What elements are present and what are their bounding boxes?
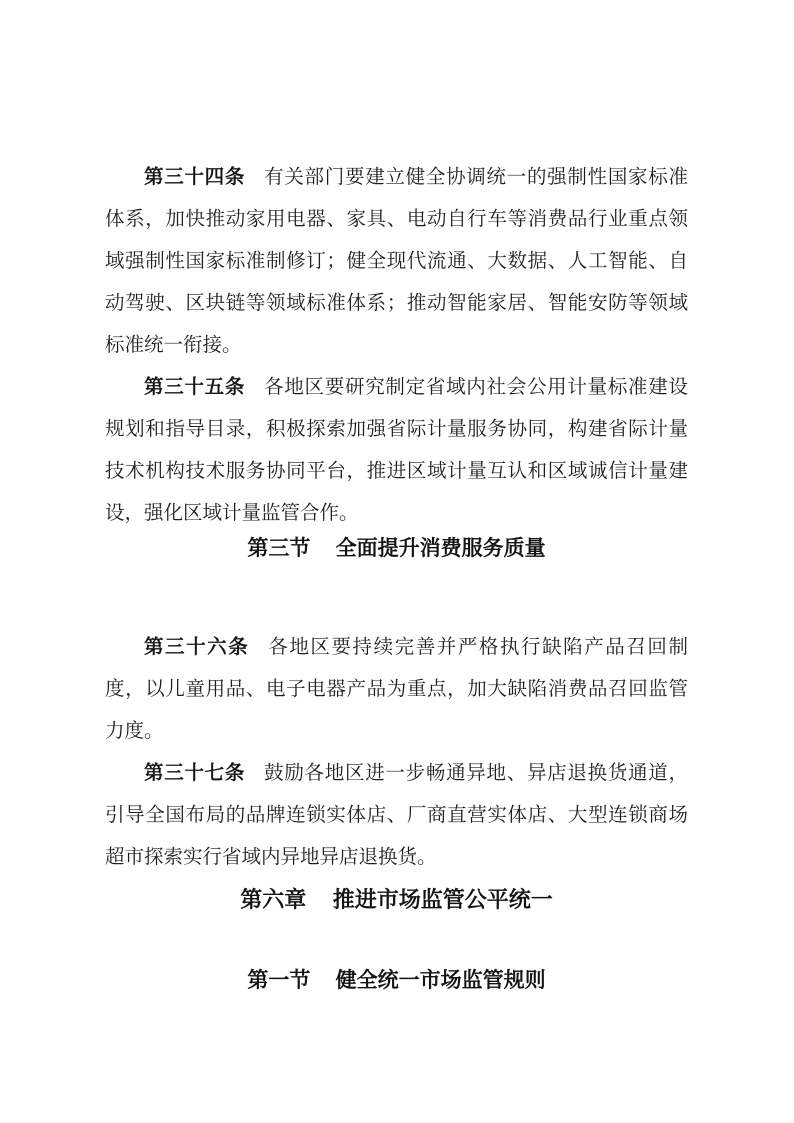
article-number: 第三十六条 (144, 636, 250, 658)
chapter-title: 推进市场监管公平统一 (332, 887, 553, 912)
section-title: 全面提升消费服务质量 (335, 537, 546, 560)
article-paragraph-35 (105, 367, 688, 535)
article-text: 各地区要持续完善并严格执行缺陷产品召回制度，以儿童用品、电子电器产品为重点，加大缺陷消费品召回监管力度。 (105, 636, 688, 742)
section-label: 第一节 (247, 969, 311, 992)
article-text: 有关部门要建立健全协调统一的强制性国家标准体系，加快推动家用电器、家具、电动自行车等消费品行业重点领域强制性国家标准制修订；健全现代流通、大数据、人工智能、自动驾驶、区块链等领域标准体系；推动智能家居、智能安防等领域标准统一衔接。 (105, 166, 688, 356)
article-number: 第三十四条 (144, 166, 246, 188)
article-number: 第三十五条 (144, 376, 246, 398)
article-paragraph-37 (105, 753, 688, 879)
article-text: 各地区要研究制定省域内社会公用计量标准建设规划和指导目录，积极探索加强省际计量服务协同，构建省际计量技术机构技术服务协同平台，推进区域计量互认和区域诚信计量建设，强化区域计量监管合作。 (105, 376, 688, 524)
section-heading-3 (105, 528, 688, 570)
article-text: 鼓励各地区进一步畅通异地、异店退换货通道，引导全国布局的品牌连锁实体店、厂商直营实体店、大型连锁商场超市探索实行省域内异地异店退换货。 (105, 762, 688, 868)
section-label: 第三节 (247, 537, 311, 560)
chapter-label: 第六章 (240, 887, 307, 912)
chapter-heading-6 (105, 879, 688, 921)
article-paragraph-36 (105, 627, 688, 753)
section-title: 健全统一市场监管规则 (335, 969, 546, 992)
article-paragraph-34 (105, 157, 688, 367)
document-content (105, 0, 688, 1123)
section-heading-1 (105, 960, 688, 1002)
article-number: 第三十七条 (144, 762, 246, 784)
